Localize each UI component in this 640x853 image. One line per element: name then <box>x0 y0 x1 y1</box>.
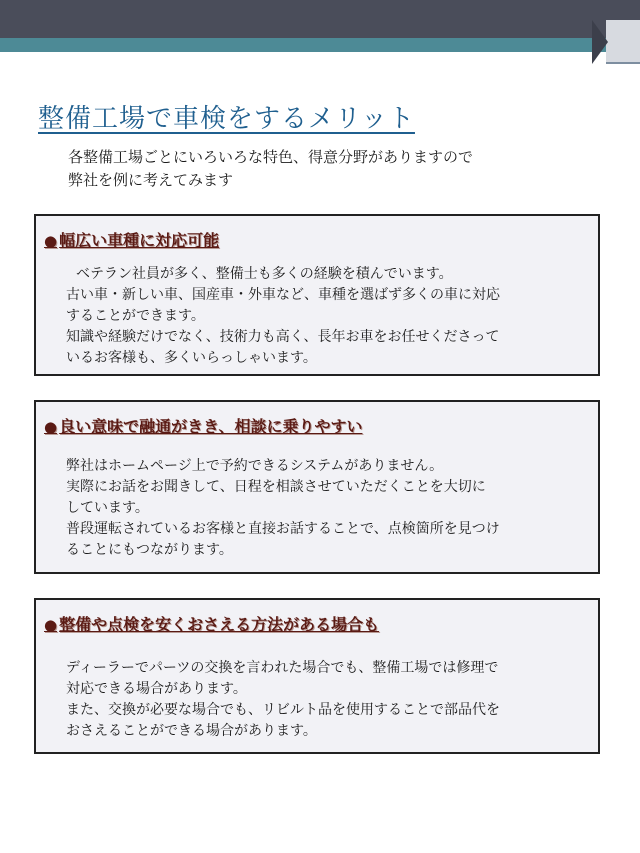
card-line: 古い車・新しい車、国産車・外車など、車種を選ばず多くの車に対応 <box>66 287 500 303</box>
card-heading-text: 整備や点検を安くおさえる方法がある場合も <box>59 615 380 634</box>
card-line: 弊社はホームページ上で予約できるシステムがありません。 <box>66 458 444 474</box>
card-line: しています。 <box>66 500 149 516</box>
card-line: 対応できる場合があります。 <box>66 681 247 697</box>
card-heading <box>44 414 362 437</box>
card-body <box>66 456 500 561</box>
header-band-teal <box>0 38 640 52</box>
card-line: することができます。 <box>66 308 205 324</box>
card-line: おさえることができる場合があります。 <box>66 723 317 739</box>
header-arrow-shape <box>592 20 608 64</box>
card-line: ディーラーでパーツの交換を言われた場合でも、整備工場では修理で <box>66 660 499 676</box>
intro-line: 弊社を例に考えてみます <box>68 171 234 189</box>
card-body <box>66 658 500 742</box>
header-band-right-panel <box>606 20 640 64</box>
card-line: 実際にお話をお聞きして、日程を相談させていただくことを大切に <box>66 479 486 495</box>
bullet-icon: ● <box>44 418 58 436</box>
intro-text <box>68 146 608 192</box>
card-line: ベテラン社員が多く、整備士も多くの経験を積んでいます。 <box>76 266 453 282</box>
card-heading-text: 良い意味で融通がきき、相談に乗りやすい <box>59 417 363 436</box>
header-band-dark <box>0 0 640 38</box>
header-band-right-line <box>606 62 640 64</box>
card-line: いるお客様も、多くいらっしゃいます。 <box>66 350 317 366</box>
card-line: 普段運転されているお客様と直接お話することで、点検箇所を見つけ <box>66 521 500 537</box>
card-line: また、交換が必要な場合でも、リビルト品を使用することで部品代を <box>66 702 500 718</box>
card-heading <box>44 228 219 251</box>
card-body <box>66 264 500 369</box>
card-heading <box>44 612 379 635</box>
merit-card-flexible <box>34 400 600 574</box>
card-line: 知識や経験だけでなく、技術力も高く、長年お車をお任せくださって <box>66 329 500 345</box>
bullet-icon: ● <box>44 616 58 634</box>
page-title: 整備工場で車検をするメリット <box>38 104 415 134</box>
card-heading-text: 幅広い車種に対応可能 <box>59 231 220 250</box>
merit-card-affordable <box>34 598 600 754</box>
merit-card-wide-range <box>34 214 600 376</box>
bullet-icon: ● <box>44 232 58 250</box>
intro-line: 各整備工場ごとにいろいろな特色、得意分野がありますので <box>68 148 474 166</box>
card-line: ることにもつながります。 <box>66 542 233 558</box>
